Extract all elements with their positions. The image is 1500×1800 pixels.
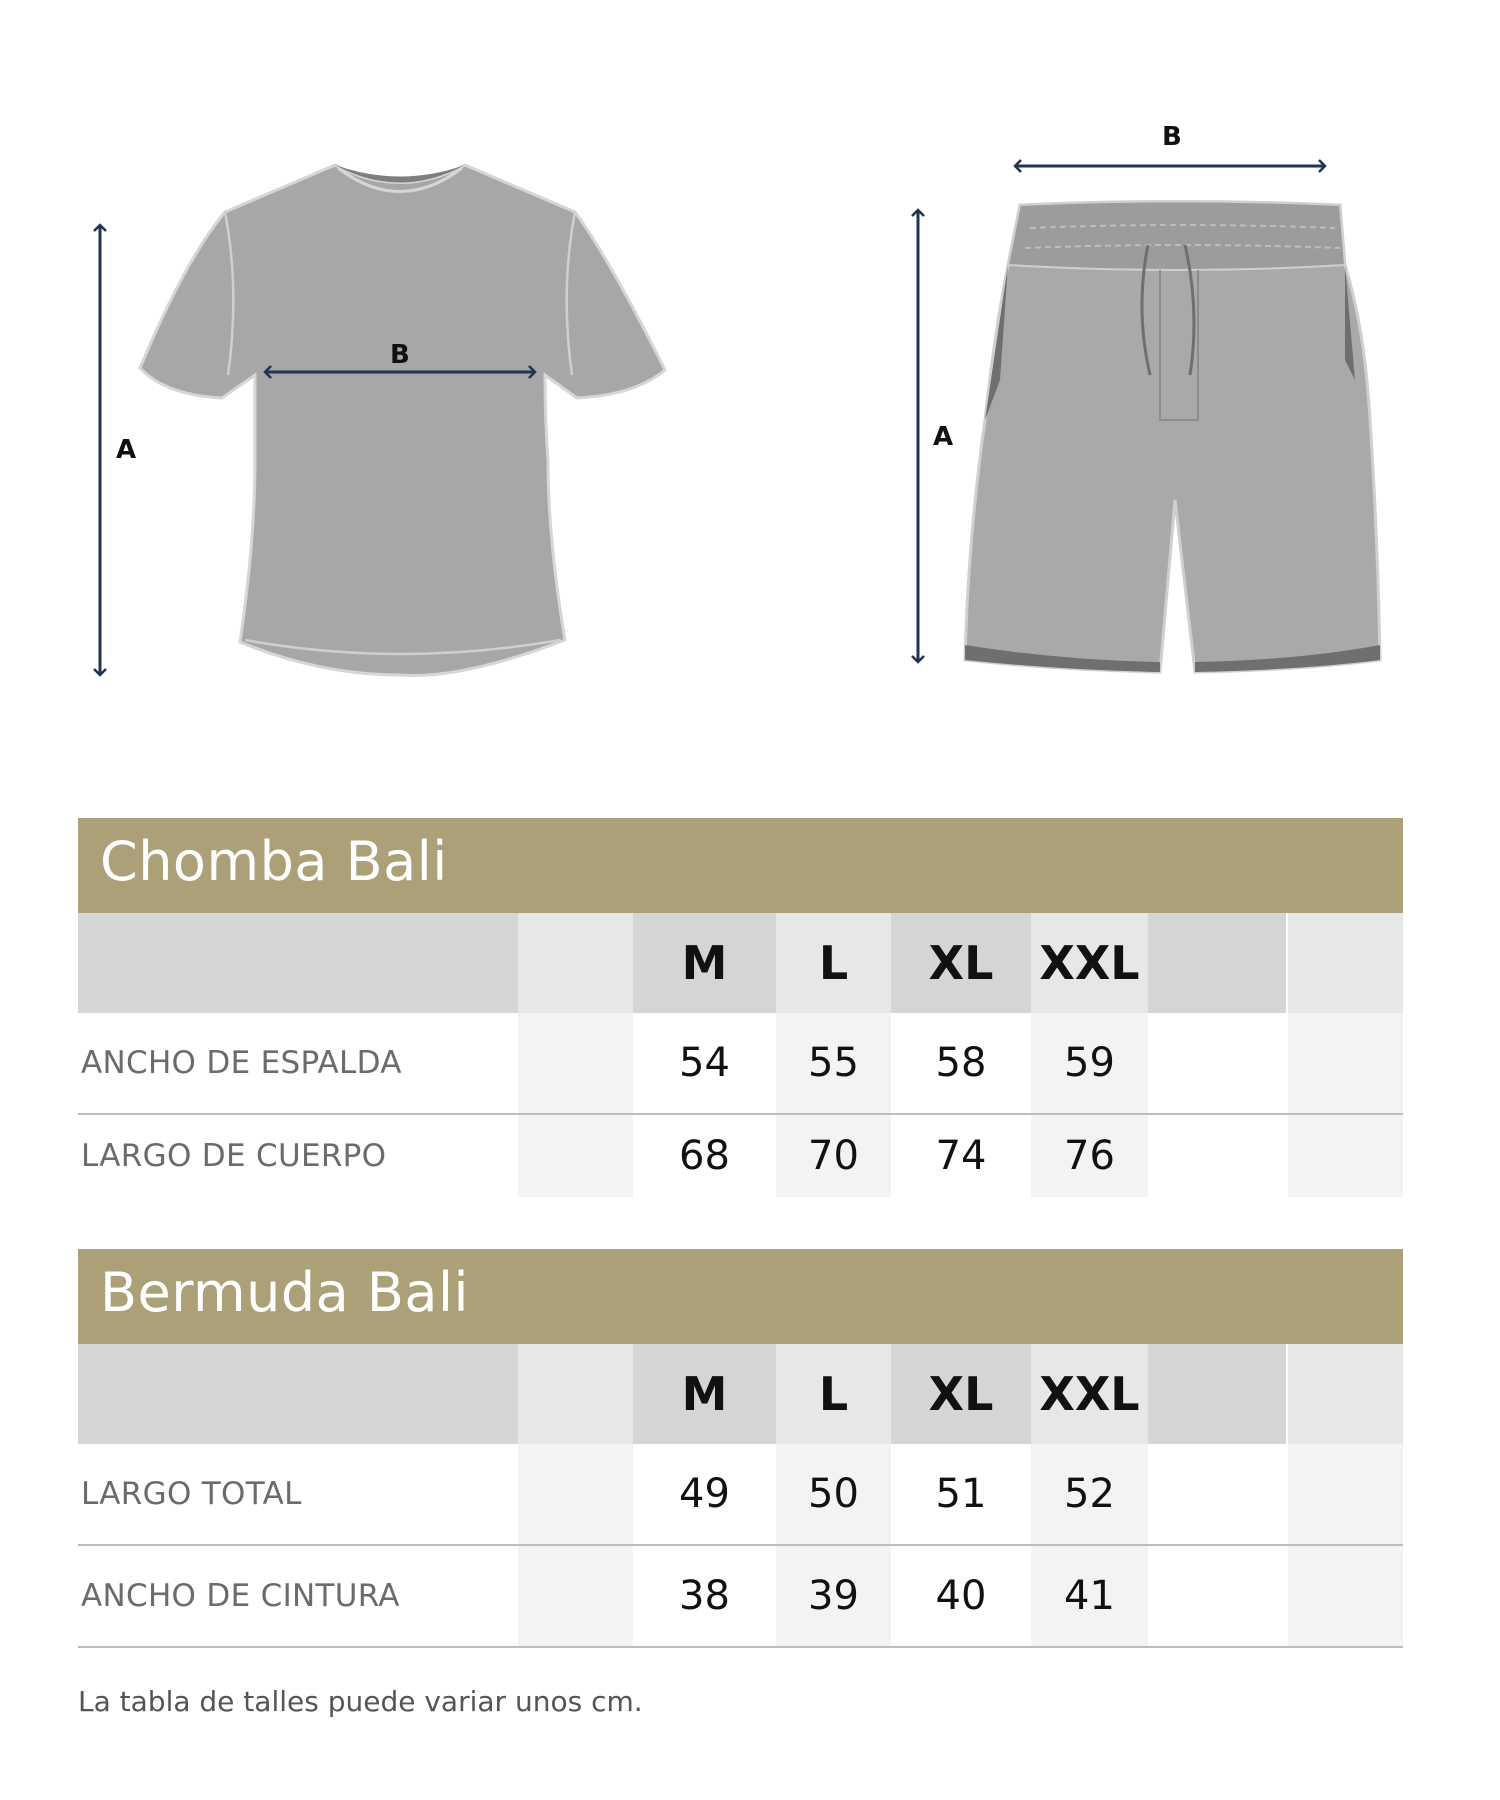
tshirt-illustration — [140, 165, 665, 676]
value-m: 54 — [679, 1040, 730, 1086]
bermuda-size-table — [78, 1249, 1403, 1648]
value-xl: 58 — [935, 1040, 987, 1086]
value-xl: 51 — [935, 1471, 987, 1517]
value-l: 50 — [808, 1471, 859, 1517]
size-header-xxl: XXL — [1039, 1367, 1140, 1421]
table-title-bar — [78, 818, 1403, 913]
size-header-row — [78, 913, 1403, 1013]
value-xl: 40 — [935, 1573, 987, 1619]
shirt-width-label: B — [390, 340, 410, 370]
value-xxl: 52 — [1064, 1471, 1115, 1517]
table-title: Bermuda Bali — [100, 1261, 470, 1324]
shorts-width-label: B — [1162, 122, 1182, 152]
row-label: ANCHO DE CINTURA — [81, 1578, 400, 1614]
row-label: LARGO DE CUERPO — [81, 1138, 387, 1174]
size-header-m: M — [681, 936, 728, 990]
size-header-xxl: XXL — [1039, 936, 1140, 990]
value-l: 39 — [808, 1573, 859, 1619]
table-row — [78, 1115, 1403, 1197]
shorts-illustration — [965, 202, 1380, 673]
value-m: 49 — [679, 1471, 730, 1517]
value-l: 70 — [808, 1133, 859, 1179]
size-header-l: L — [818, 1367, 849, 1421]
chomba-size-table — [78, 818, 1403, 1197]
table-title-bar — [78, 1249, 1403, 1344]
garment-diagram — [0, 0, 1500, 720]
table-title: Chomba Bali — [100, 830, 448, 893]
shorts-length-label: A — [933, 422, 954, 452]
table-row — [78, 1444, 1403, 1546]
footnote: La tabla de talles puede variar unos cm. — [78, 1685, 643, 1718]
size-header-xl: XL — [928, 936, 994, 990]
shirt-length-label: A — [116, 435, 137, 465]
value-l: 55 — [808, 1040, 859, 1086]
table-row — [78, 1546, 1403, 1648]
value-xxl: 41 — [1064, 1573, 1115, 1619]
size-header-xl: XL — [928, 1367, 994, 1421]
value-xxl: 59 — [1064, 1040, 1115, 1086]
size-header-l: L — [818, 936, 849, 990]
row-label: LARGO TOTAL — [81, 1476, 302, 1512]
value-xl: 74 — [935, 1133, 987, 1179]
value-m: 68 — [679, 1133, 730, 1179]
row-label: ANCHO DE ESPALDA — [81, 1045, 402, 1081]
table-row — [78, 1013, 1403, 1115]
size-header-m: M — [681, 1367, 728, 1421]
size-header-row — [78, 1344, 1403, 1444]
value-xxl: 76 — [1064, 1133, 1115, 1179]
value-m: 38 — [679, 1573, 730, 1619]
